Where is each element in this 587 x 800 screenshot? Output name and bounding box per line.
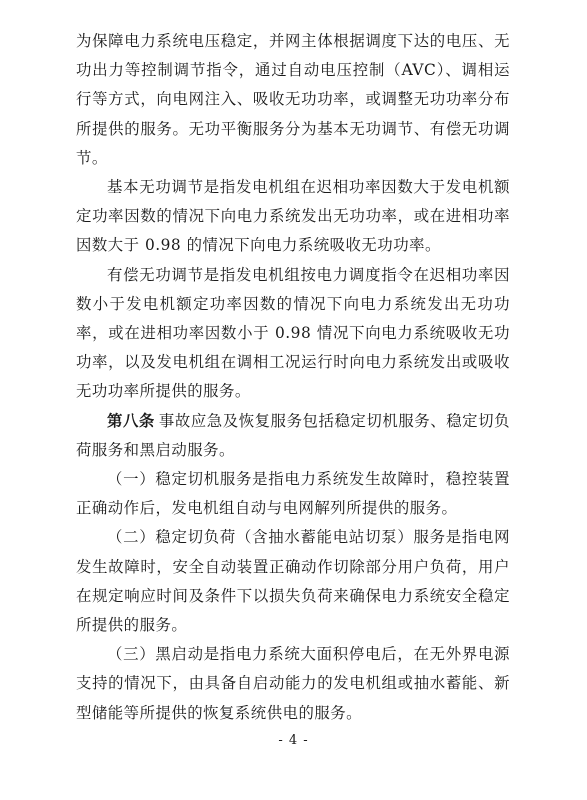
paragraph-reactive-balance-definition: 为保障电力系统电压稳定，并网主体根据调度下达的电压、无功出力等控制调节指令，通过自动电压控制（AVC）、调相运行等方式，向电网注入、吸收无功功率，或调整无功功率分布所提供的服务。无功平衡服务分为基本无功调节、有偿无功调节。 (76, 32, 510, 167)
article-eight-text: 事故应急及恢复服务包括稳定切机服务、稳定切负荷服务和黑启动服务。 (76, 411, 510, 459)
page-number: - 4 - (278, 733, 309, 748)
paragraph-stable-load-shedding: （二）稳定切负荷（含抽水蓄能电站切泵）服务是指电网发生故障时，安全自动装置正确动作切除部分用户负荷，用户在规定响应时间及条件下以损失负荷来确保电力系统安全稳定所提供的服务。 (76, 528, 510, 635)
document-body (76, 27, 510, 728)
article-label: 第八条 (107, 411, 155, 430)
paragraph-black-start: （三）黑启动是指电力系统大面积停电后，在无外界电源支持的情况下，由具备自启动能力的发电机组或抽水蓄能、新型储能等所提供的恢复系统供电的服务。 (76, 645, 510, 722)
paragraph-paid-reactive-regulation: 有偿无功调节是指发电机组按电力调度指令在迟相功率因数小于发电机额定功率因数的情况下向电力系统发出无功功率，或在进相功率因数小于 0.98 情况下向电力系统吸收无功功率，以及发电机组在调相工况运行时向电力系统发出或吸收无功功率所提供的服务。 (76, 265, 510, 401)
paragraph-stable-generator-tripping: （一）稳定切机服务是指电力系统发生故障时，稳控装置正确动作后，发电机组自动与电网解列所提供的服务。 (76, 470, 510, 518)
paragraph-article-eight (76, 407, 510, 465)
paragraph-basic-reactive-regulation: 基本无功调节是指发电机组在迟相功率因数大于发电机额定功率因数的情况下向电力系统发出无功功率，或在进相功率因数大于 0.98 的情况下向电力系统吸收无功功率。 (76, 178, 510, 255)
